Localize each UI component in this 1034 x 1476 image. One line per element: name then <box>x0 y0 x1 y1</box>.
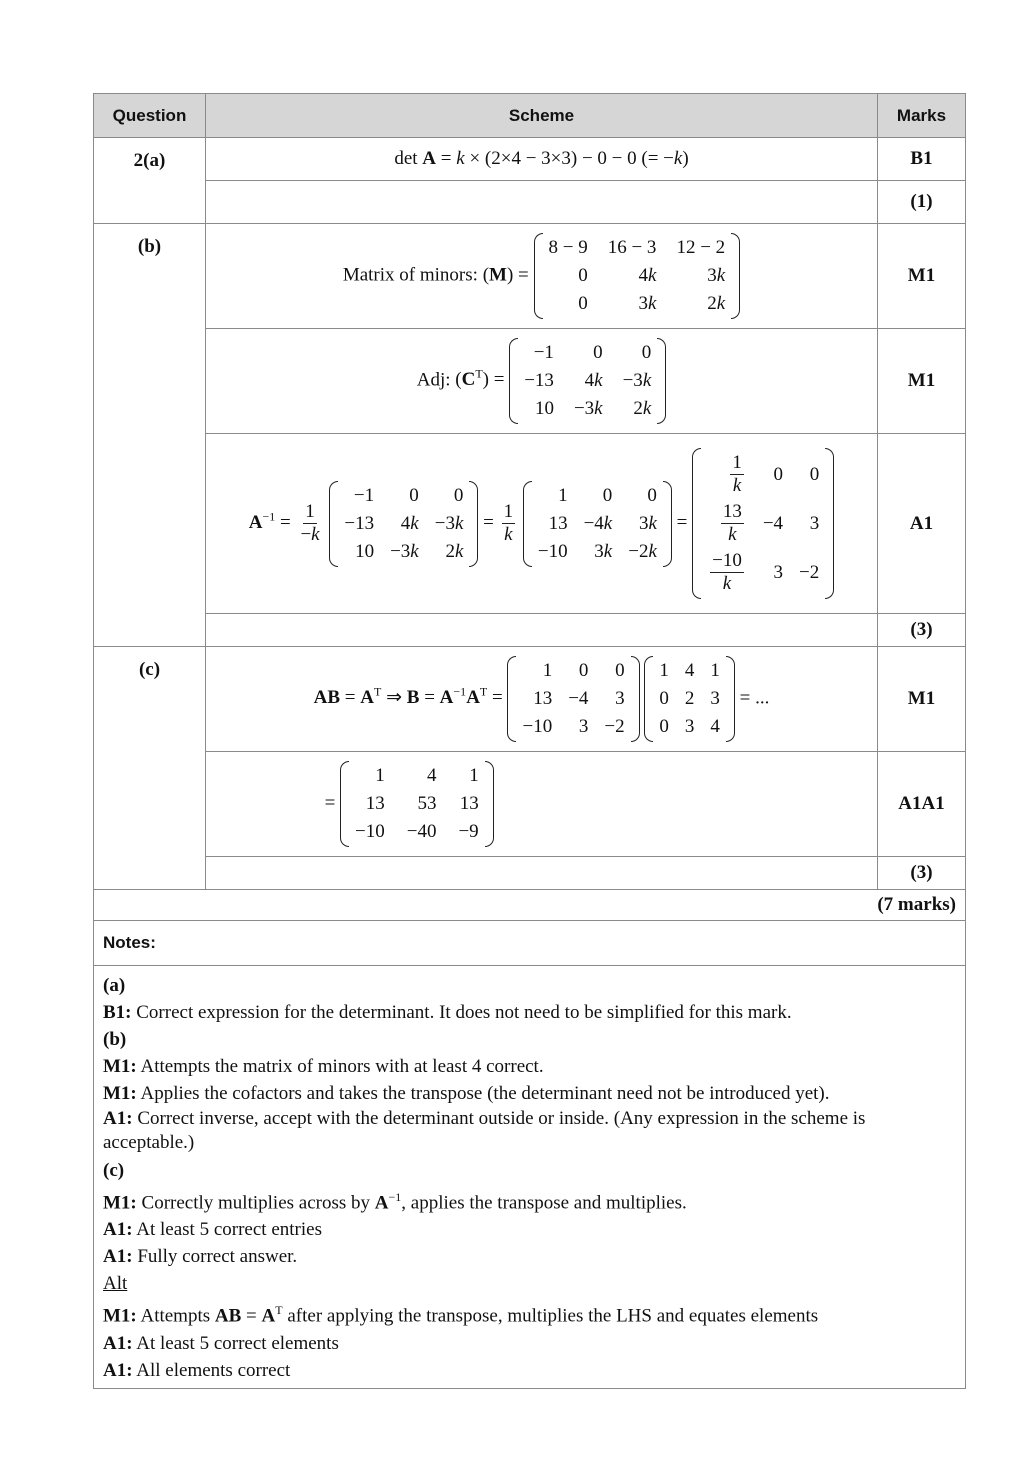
row-a-det <box>94 138 966 181</box>
note-b3: A1: Correct inverse, accept with the determinant outside or inside. (Any expression in the scheme is acceptable.) <box>103 1108 866 1153</box>
inverse-step3-matrix: $\frac{1}{k}$ 0 0 $\frac{13}{k}$ −4 3 $\frac{-10}{k}$ 3 −2 <box>692 448 834 599</box>
header-question: Question <box>94 94 206 138</box>
notes-alt: Alt <box>103 1273 128 1295</box>
mark-a1a1: A1A1 <box>878 752 966 857</box>
notes-heading-c: (c) <box>103 1160 125 1181</box>
subtotal-a: (1) <box>878 181 966 224</box>
adj-label: Adj: <box>416 369 451 391</box>
notes-heading-a: (a) <box>103 975 126 996</box>
note-c1: M1: Correctly multiplies across by $A^{-1}$, applies the transpose and multiplies. <box>103 1190 687 1214</box>
inverse-step1-matrix: −1 0 0 −13 4k −3k 10 −3k 2k <box>329 481 478 567</box>
result-matrix-cell: = 1 4 1 13 53 13 −10 −40 −9 <box>206 752 878 857</box>
total-marks: (7 marks) <box>94 890 966 921</box>
question-label-b: (b) <box>94 224 206 647</box>
row-notes-body <box>94 966 966 1389</box>
inverse-matrix: $A^{-1}$ = $\frac{1}{-k}$ −1 0 0 −13 4k −3k 10 −3k 2k = $\frac{1}{k}$ 1 0 0 13 −4k 3k −10 3k −2k = $\frac{1}{k}$ 0 0 $\frac{13}{k}$ −4 3 $\frac{-10}{k}$ 3 −2 <box>206 434 878 614</box>
header-row <box>94 94 966 138</box>
mark-a1-inverse: A1 <box>878 434 966 614</box>
question-label-c: (c) <box>94 647 206 890</box>
note-b1: M1: Attempts the matrix of minors with at least 4 correct. <box>103 1056 544 1077</box>
row-c-result <box>94 752 966 857</box>
minors-matrix: 8 − 9 16 − 3 12 − 2 0 4k 3k 0 3k 2k <box>534 233 741 319</box>
row-total <box>94 890 966 921</box>
empty-cell <box>206 614 878 647</box>
row-b-minors <box>94 224 966 329</box>
mark-scheme-table <box>93 93 966 1389</box>
row-c-product <box>94 647 966 752</box>
note-alt-a1: A1: At least 5 correct elements <box>103 1332 339 1354</box>
subtotal-c: (3) <box>878 857 966 890</box>
mark-m1-minors: M1 <box>878 224 966 329</box>
mark-m1-product: M1 <box>878 647 966 752</box>
note-b2: M1: Applies the cofactors and takes the transpose (the determinant need not be introduced yet). <box>103 1083 830 1104</box>
header-scheme: Scheme <box>206 94 878 138</box>
note-a1: B1: Correct expression for the determinant. It does not need to be simplified for this mark. <box>103 1002 792 1023</box>
notes-heading-b: (b) <box>103 1029 127 1050</box>
note-alt-m1: M1: Attempts AB = $A^T$ after applying the transpose, multiplies the LHS and equates elements <box>103 1303 819 1327</box>
matrix-of-minors: Matrix of minors: (M) = 8 − 9 16 − 3 12 − 2 0 4k 3k 0 3k 2k <box>206 224 878 329</box>
notes-title: Notes: <box>94 921 966 966</box>
determinant-expression: det A = k × (2×4 − 3×3) − 0 − 0 (= −k) <box>206 138 878 181</box>
row-b-inverse <box>94 434 966 614</box>
row-a-subtotal <box>94 181 966 224</box>
note-c3: A1: Fully correct answer. <box>103 1246 298 1268</box>
matrix-product-expression: AB = $A^T$ ⇒ $B = A^{-1}A^T$ = 1 0 0 13 −4 3 −10 3 −2 1 4 1 0 2 3 0 3 4 = ... <box>206 647 878 752</box>
question-label-2a: 2(a) <box>94 138 206 224</box>
inverse-step2-matrix: 1 0 0 13 −4k 3k −10 3k −2k <box>523 481 672 567</box>
inverse-numeric-matrix: 1 0 0 13 −4 3 −10 3 −2 <box>507 656 639 742</box>
minors-label: Matrix of minors: <box>342 264 478 286</box>
mark-b1: B1 <box>878 138 966 181</box>
note-c2: A1: At least 5 correct entries <box>103 1219 322 1241</box>
row-c-subtotal <box>94 857 966 890</box>
adjugate-matrix: Adj: $(C^T)$ = −1 0 0 −13 4k −3k 10 −3k 2k <box>206 329 878 434</box>
mark-scheme-sheet <box>93 93 965 1389</box>
row-notes-title <box>94 921 966 966</box>
empty-cell <box>206 857 878 890</box>
empty-cell <box>206 181 878 224</box>
result-matrix: 1 4 1 13 53 13 −10 −40 −9 <box>340 761 494 847</box>
notes-body <box>94 966 966 1389</box>
header-marks: Marks <box>878 94 966 138</box>
mark-m1-adj: M1 <box>878 329 966 434</box>
transpose-matrix: 1 4 1 0 2 3 0 3 4 <box>644 656 735 742</box>
row-b-adj <box>94 329 966 434</box>
adj-matrix: −1 0 0 −13 4k −3k 10 −3k 2k <box>509 338 666 424</box>
note-alt-a2: A1: All elements correct <box>103 1359 291 1381</box>
row-b-subtotal <box>94 614 966 647</box>
subtotal-b: (3) <box>878 614 966 647</box>
